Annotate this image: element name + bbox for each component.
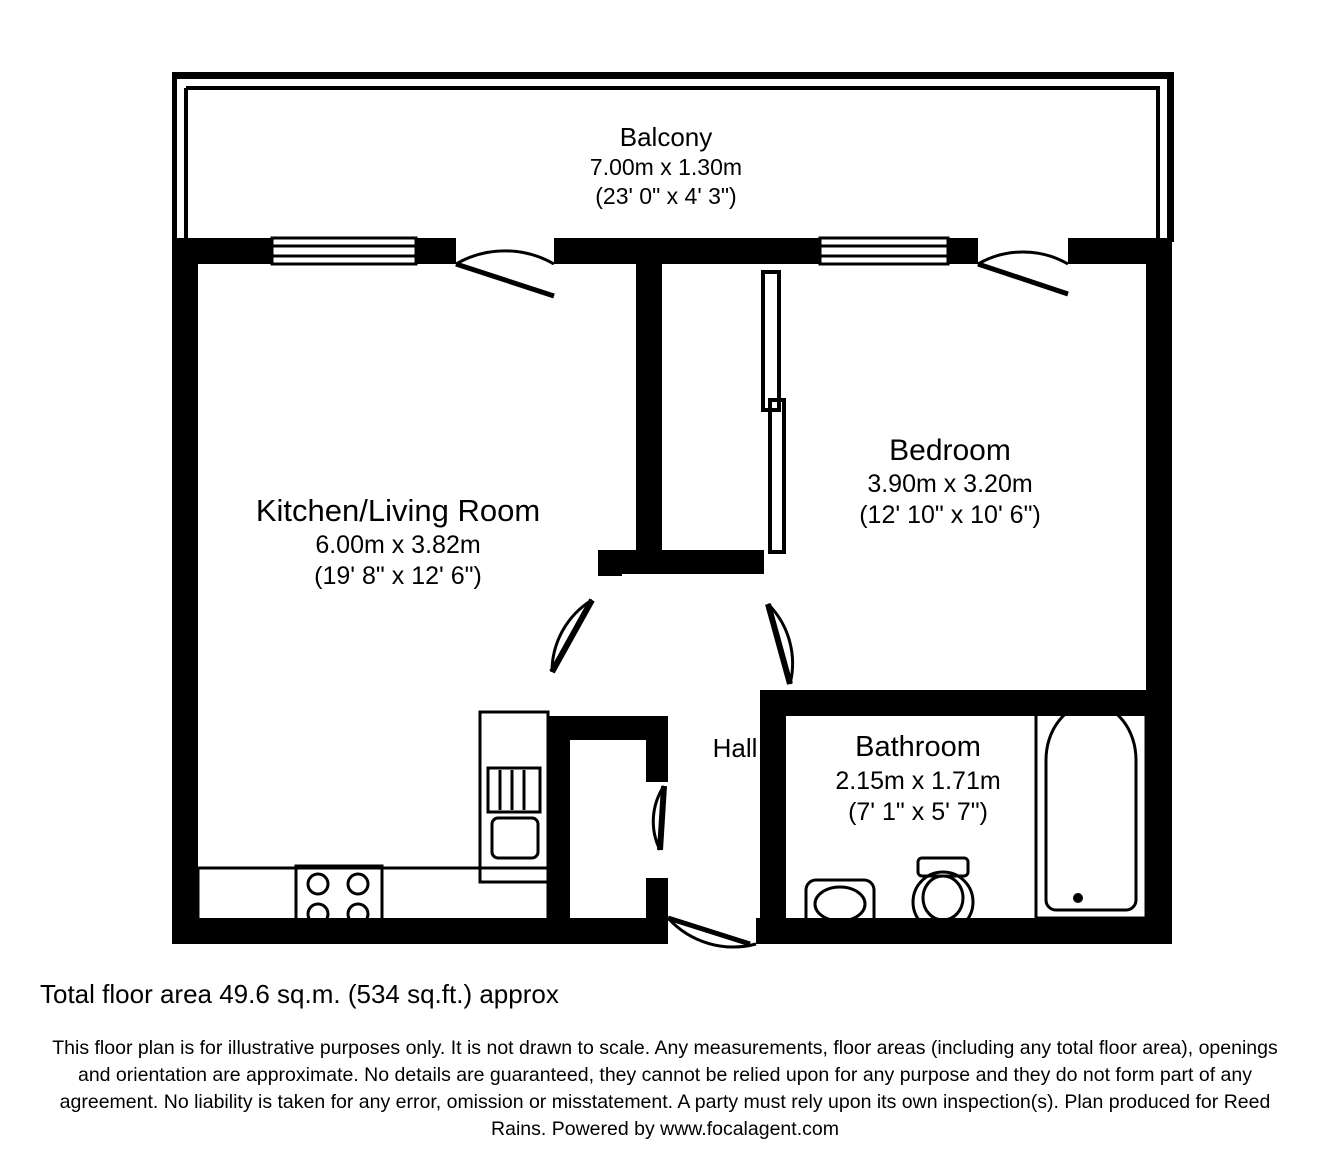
kitchen-units: [198, 712, 548, 932]
door-hall-left: [653, 786, 664, 850]
door-balcony-kitchen: [456, 238, 554, 296]
room-label-balcony: [466, 121, 866, 210]
bedroom-name: Bedroom: [889, 434, 1011, 467]
balcony-name: Balcony: [619, 122, 713, 152]
interior-wall-vertical-main: [598, 264, 764, 576]
door-entrance: [668, 918, 756, 947]
door-balcony-bedroom: [978, 238, 1068, 294]
balcony-dim-metric: 7.00m x 1.30m: [589, 154, 743, 181]
kitchen-living-dim-metric: 6.00m x 3.82m: [315, 531, 481, 560]
bathroom-dim-metric: 2.15m x 1.71m: [835, 766, 1001, 795]
door-kitchen-hall: [552, 600, 592, 672]
hall-name: Hall: [712, 733, 758, 763]
bathroom-name: Bathroom: [855, 731, 981, 763]
kitchen-living-name: Kitchen/Living Room: [255, 493, 541, 528]
room-label-hall: [590, 732, 880, 764]
door-bedroom-hall: [768, 604, 793, 684]
total-floor-area: Total floor area 49.6 sq.m. (534 sq.ft.) approx: [40, 979, 559, 1009]
bedroom-dim-imperial: (12' 10" x 10' 6"): [859, 501, 1041, 530]
bathroom-dim-imperial: (7' 1" x 5' 7"): [848, 797, 988, 826]
room-label-kitchen-living: [198, 492, 598, 592]
disclaimer-text: This floor plan is for illustrative purposes only. It is not drawn to scale. Any measurements, floor areas (including any total floor area), openings and orientation are approximate. No details are guaranteed, they cannot be relied upon for any purpose and they do not form part of any agreement. No liability is taken for any error, omission or misstatement. A party must rely upon its own inspection(s). Plan produced for Reed Rains. Powered by www.focalagent.com: [52, 1037, 1278, 1140]
window-bedroom: [820, 238, 948, 264]
kitchen-living-dim-imperial: (19' 8" x 12' 6"): [314, 562, 482, 591]
bedroom-dim-metric: 3.90m x 3.20m: [867, 470, 1033, 499]
balcony-dim-imperial: (23' 0" x 4' 3"): [595, 182, 737, 209]
window-kitchen: [272, 238, 416, 264]
room-label-bedroom: [750, 432, 1150, 531]
